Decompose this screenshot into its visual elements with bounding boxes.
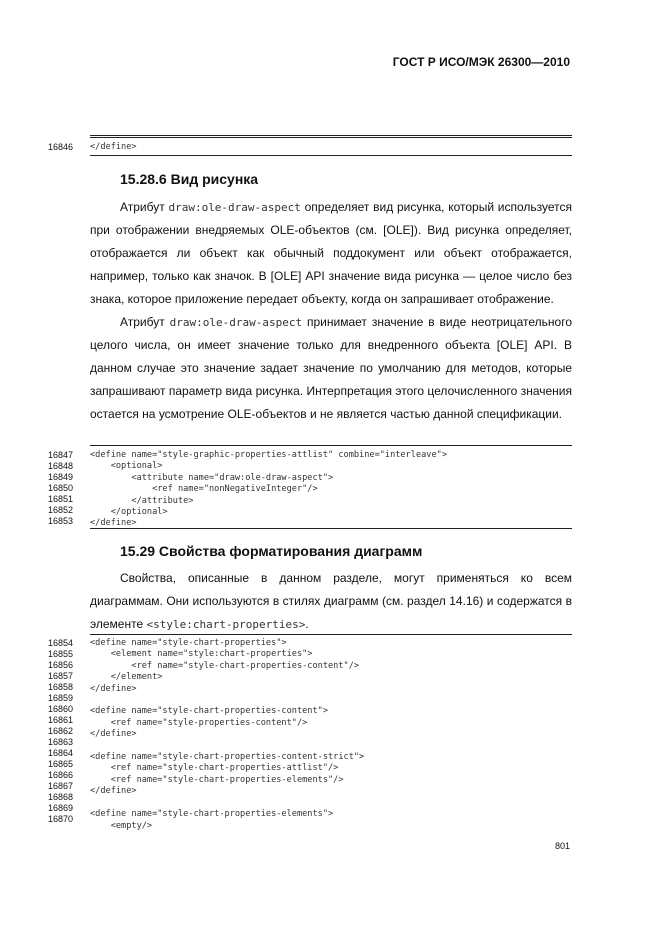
code-line: <ref name="style-chart-properties-attlist"/>	[90, 763, 339, 774]
divider	[90, 137, 572, 138]
code-line: <ref name="style-chart-properties-content"/>	[90, 660, 360, 671]
code-block	[90, 450, 447, 530]
divider	[90, 445, 572, 446]
code-line: <define name="style-chart-properties-content">	[90, 706, 328, 717]
line-number: 16852	[48, 505, 74, 515]
line-number: 16870	[48, 814, 74, 824]
code-line: </element>	[90, 672, 163, 683]
section-heading: 15.29 Свойства форматирования диаграмм	[120, 543, 423, 559]
line-number: 16854	[48, 638, 74, 648]
section-body	[90, 196, 572, 426]
code-line: </define>	[90, 142, 137, 152]
code-line	[90, 741, 364, 752]
line-number: 16867	[48, 781, 74, 791]
code-line	[90, 695, 364, 706]
line-number: 16849	[48, 472, 74, 482]
line-number: 16851	[48, 494, 74, 504]
code-line: <ref name="nonNegativeInteger"/>	[90, 484, 318, 495]
paragraph: Атрибут draw:ole-draw-aspect принимает значение в виде неотрицательного целого числа, он имеет значение только для внедренного объекта [OLE] API. В данном случае это значение задает значение по умолчанию для методов, которые запрашивают параметр вида рисунка. Интерпретация этого целочисленного значения остается на усмотрение OLE-объектов и не является частью данной спецификации.	[90, 315, 572, 421]
code-line: <define name="style-chart-properties-elements">	[90, 809, 334, 820]
line-number: 16866	[48, 770, 74, 780]
line-number: 16853	[48, 516, 74, 526]
page-number: 801	[554, 841, 570, 851]
code-line: <define name="style-graphic-properties-attlist" combine="interleave">	[90, 450, 447, 460]
code-line	[90, 798, 364, 809]
code-line: <ref name="style-properties-content"/>	[90, 717, 308, 728]
line-numbers	[48, 638, 78, 825]
line-number: 16846	[48, 142, 74, 152]
line-number: 16863	[48, 737, 74, 747]
code-line: <define name="style-chart-properties-content-strict">	[90, 752, 365, 763]
line-number: 16850	[48, 483, 74, 493]
line-number: 16859	[48, 693, 74, 703]
code-line: </define>	[90, 786, 137, 797]
code-line: </define>	[90, 683, 137, 694]
line-number: 16861	[48, 715, 74, 725]
line-number: 16857	[48, 671, 74, 681]
code-line: <define name="style-chart-properties">	[90, 638, 287, 648]
line-number: 16858	[48, 682, 74, 692]
document-header: ГОСТ Р ИСО/МЭК 26300—2010	[392, 55, 570, 69]
code-line: </optional>	[90, 507, 168, 518]
code-line: <attribute name="draw:ole-draw-aspect">	[90, 472, 334, 483]
line-number: 16856	[48, 660, 74, 670]
line-number: 16869	[48, 803, 74, 813]
line-number: 16855	[48, 649, 74, 659]
line-number: 16865	[48, 759, 74, 769]
line-number: 16864	[48, 748, 74, 758]
code-block	[90, 638, 364, 832]
section-body	[90, 567, 572, 636]
line-number: 16860	[48, 704, 74, 714]
line-number: 16862	[48, 726, 74, 736]
divider	[90, 528, 572, 529]
divider	[90, 155, 572, 156]
divider	[90, 135, 572, 136]
line-numbers	[48, 450, 78, 527]
line-number: 16848	[48, 461, 74, 471]
code-line: <optional>	[90, 461, 163, 472]
code-line: <ref name="style-chart-properties-elements"/>	[90, 774, 344, 785]
code-line: <empty/>	[90, 820, 153, 831]
line-number: 16868	[48, 792, 74, 802]
code-line: </attribute>	[90, 495, 194, 506]
code-line: </define>	[90, 729, 137, 740]
code-line: <element name="style:chart-properties">	[90, 649, 313, 660]
line-number: 16847	[48, 450, 74, 460]
paragraph: Атрибут draw:ole-draw-aspect определяет вид рисунка, который используется при отображении внедряемых OLE-объектов (см. [OLE]). Вид рисунка определяет, отображается ли объект как обычный поддокумент или объект отображается, например, только как значок. В [OLE] API значение вида рисунка — целое число без знака, которое приложение передает объекту, когда он запрашивает отображение.	[90, 200, 572, 306]
line-numbers	[48, 142, 78, 153]
divider	[90, 634, 572, 635]
code-block	[90, 142, 137, 153]
paragraph: Свойства, описанные в данном разделе, могут применяться ко всем диаграммам. Они используются в стилях диаграмм (см. раздел 14.16) и содержатся в элементе <style:chart-properties>.	[90, 571, 572, 631]
code-line: </define>	[90, 518, 137, 529]
section-heading: 15.28.6 Вид рисунка	[120, 171, 259, 187]
